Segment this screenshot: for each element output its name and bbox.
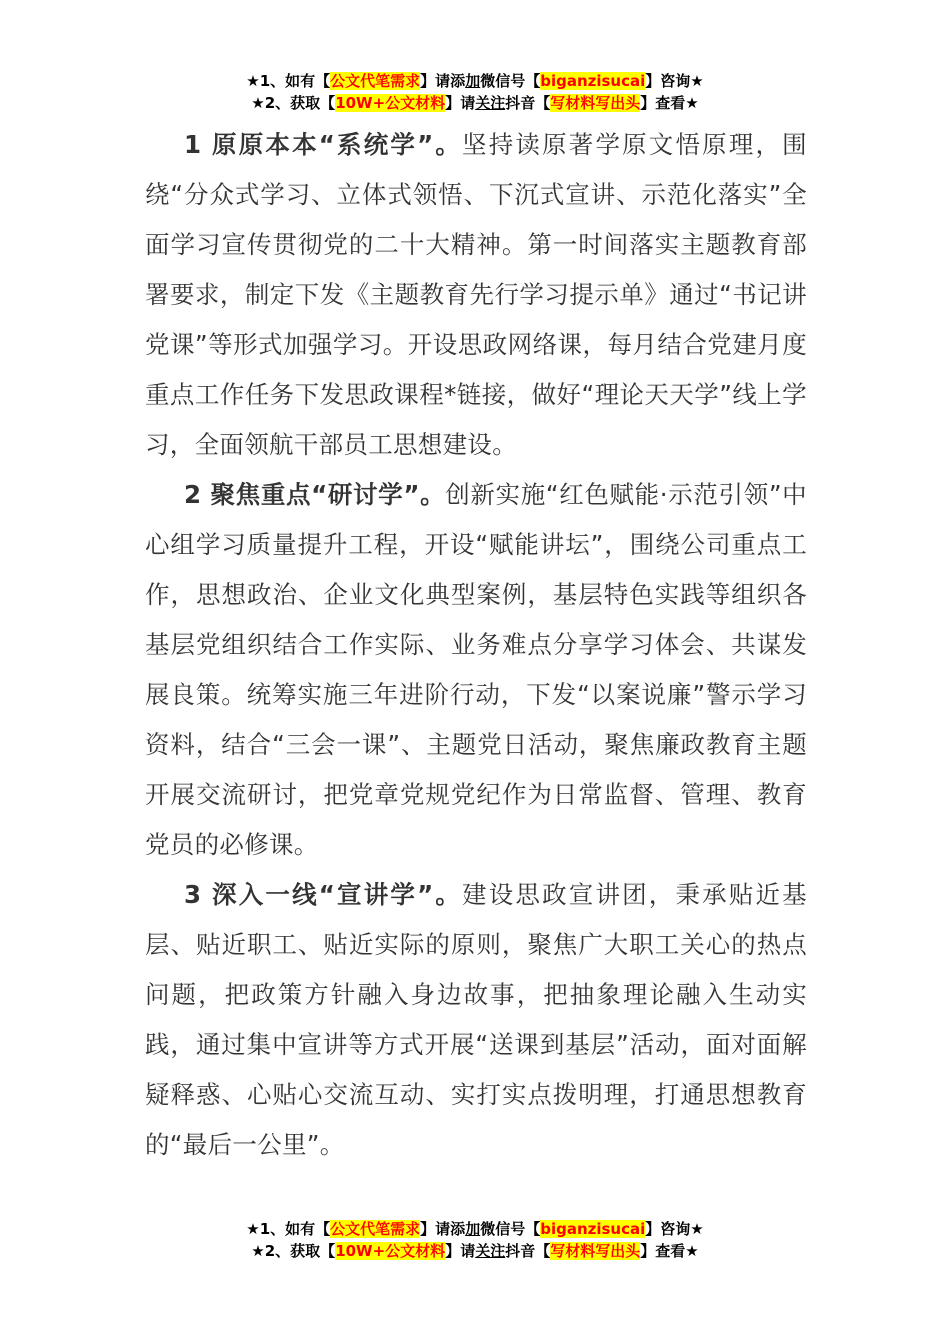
promo-text: 微信号【: [480, 1220, 541, 1238]
promo-wechat-id: biganzisucai: [540, 1220, 646, 1238]
paragraph-2: [145, 470, 807, 870]
promo-text: 微信号【: [480, 72, 541, 90]
promo-underlined-text: 加: [465, 72, 481, 90]
promo-highlight: 10W+公文材料: [335, 94, 446, 112]
promo-underlined-text: 关注: [475, 94, 506, 112]
promo-text: 】咨询★: [645, 72, 704, 90]
promo-text: 】请添: [420, 1220, 466, 1238]
document-body: [145, 120, 807, 1170]
promo-line-1: [0, 70, 950, 92]
promo-line-1: [0, 1218, 950, 1240]
promo-underlined-text: 关注: [475, 1242, 506, 1260]
promo-text: 】查看★: [640, 94, 699, 112]
promo-text: 】请: [445, 1242, 476, 1260]
paragraph-1: [145, 120, 807, 470]
promo-text: 】请: [445, 94, 476, 112]
promo-text: 抖音【: [505, 94, 551, 112]
paragraph-heading: 2 聚焦重点“研讨学”。: [184, 480, 446, 509]
paragraph-heading: 3 深入一线“宣讲学”。: [184, 880, 463, 909]
promo-highlight: 10W+公文材料: [335, 1242, 446, 1260]
promo-underlined-text: 加: [465, 1220, 481, 1238]
paragraph-text: 坚持读原著学原文悟原理，围绕“分众式学习、立体式领悟、下沉式宣讲、示范化落实”全面学习宣传贯彻党的二十大精神。第一时间落实主题教育部署要求，制定下发《主题教育先行学习提示单》通过“书记讲党课”等形式加强学习。开设思政网络课，每月结合党建月度重点工作任务下发思政课程*链接，做好“理论天天学”线上学习，全面领航干部员工思想建设。: [145, 130, 807, 459]
promo-line-2: [0, 92, 950, 114]
promo-line-2: [0, 1240, 950, 1262]
promo-highlight: 公文代笔需求: [330, 1220, 421, 1238]
bottom-promo-banner: [0, 1218, 950, 1262]
promo-text: ★2、获取【: [251, 1242, 336, 1260]
paragraph-heading: 1 原原本本“系统学”。: [184, 130, 463, 159]
promo-douyin-name: 写材料写出头: [550, 94, 641, 112]
paragraph-text: 创新实施“红色赋能·示范引领”中心组学习质量提升工程，开设“赋能讲坛”，围绕公司重点工作，思想政治、企业文化典型案例，基层特色实践等组织各基层党组织结合工作实际、业务难点分享学习体会、共谋发展良策。统筹实施三年进阶行动，下发“以案说廉”警示学习资料，结合“三会一课”、主题党日活动，聚焦廉政教育主题开展交流研讨，把党章党规党纪作为日常监督、管理、教育党员的必修课。: [145, 480, 807, 859]
promo-text: ★1、如有【: [246, 72, 331, 90]
top-promo-banner: [0, 70, 950, 114]
promo-wechat-id: biganzisucai: [540, 72, 646, 90]
promo-text: 】请添: [420, 72, 466, 90]
promo-text: ★1、如有【: [246, 1220, 331, 1238]
paragraph-3: [145, 870, 807, 1170]
promo-text: 】查看★: [640, 1242, 699, 1260]
promo-text: ★2、获取【: [251, 94, 336, 112]
promo-douyin-name: 写材料写出头: [550, 1242, 641, 1260]
promo-text: 】咨询★: [645, 1220, 704, 1238]
promo-highlight: 公文代笔需求: [330, 72, 421, 90]
promo-text: 抖音【: [505, 1242, 551, 1260]
paragraph-text: 建设思政宣讲团，秉承贴近基层、贴近职工、贴近实际的原则，聚焦广大职工关心的热点问题，把政策方针融入身边故事，把抽象理论融入生动实践，通过集中宣讲等方式开展“送课到基层”活动，面对面解疑释惑、心贴心交流互动、实打实点拨明理，打通思想教育的“最后一公里”。: [145, 880, 807, 1159]
